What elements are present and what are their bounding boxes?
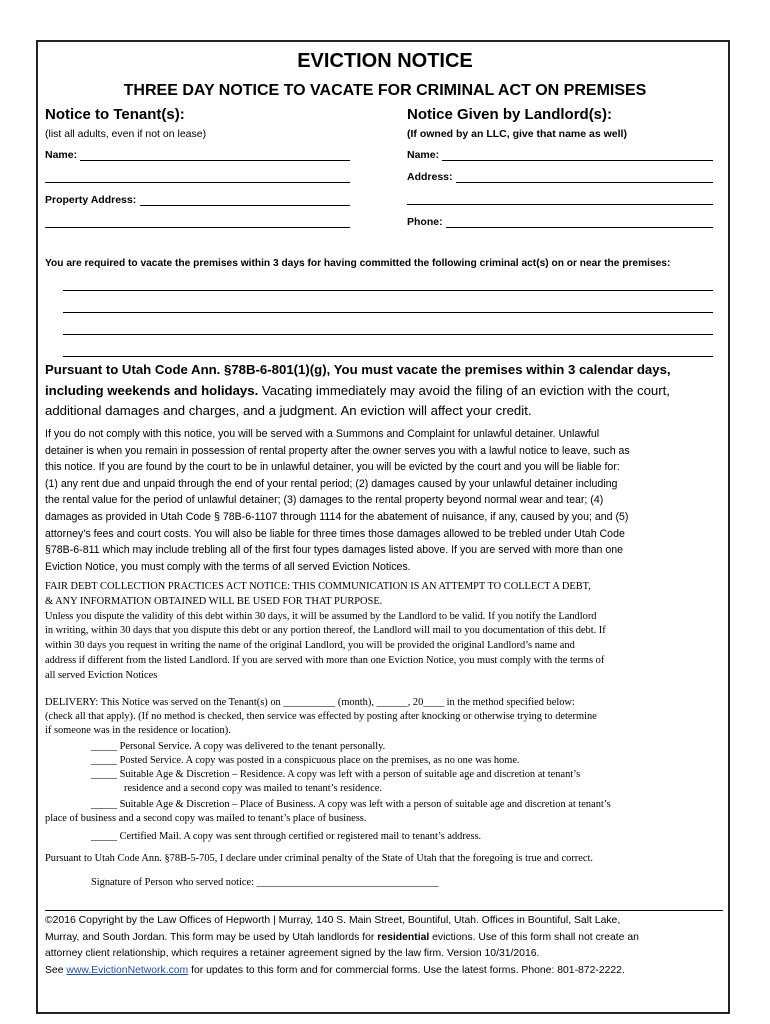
footer-residential: residential [377,931,430,943]
footer-line-3: attorney client relationship, which requires a retainer agreement signed by the law firm. Version 10/31/2016. [45,948,540,960]
landlord-note: (If owned by an LLC, give that name as well) [407,128,627,140]
property-address-label: Property Address: [45,194,137,206]
property-address-field[interactable] [140,205,350,206]
page-title: EVICTION NOTICE [297,50,473,72]
eviction-network-link[interactable]: www.EvictionNetwork.com [66,964,189,976]
comply-line: damages as provided in Utah Code § 78B-6-1107 through 1114 for the abatement of nuisance, if any, caused by you; and (5) [45,510,629,523]
declaration-text: Pursuant to Utah Code Ann. §78B-5-705, I declare under criminal penalty of the State of Utah that the foregoing is true and correct. [45,853,593,864]
landlord-name-label: Name: [407,149,440,161]
fdcpa-line: Unless you dispute the validity of this debt within 30 days, it will be assumed by the Landlord to be valid. If you notify the Landlord [45,610,597,622]
method-personal-service[interactable]: _____ Personal Service. A copy was delivered to the tenant personally. [91,741,386,752]
comply-line: attorney’s fees and court costs. You will also be liable for three times those damages allowed to be trebled under Utah Code [45,527,625,540]
landlord-name-field[interactable] [442,160,713,161]
property-address-field-2[interactable] [45,227,350,228]
landlord-address-field[interactable] [456,182,713,183]
page-subtitle: THREE DAY NOTICE TO VACATE FOR CRIMINAL ACT ON PREMISES [123,82,647,99]
comply-line: If you do not comply with this notice, you will be served with a Summons and Complaint for unlawful detainer. Unlawful [45,428,600,440]
comply-paragraph [45,426,723,575]
comply-line: Eviction Notice, you must comply with the terms of all served Eviction Notices. [45,560,411,573]
pursuant-line-2-rest: Vacating immediately may avoid the filing of an eviction with the court, [258,382,670,398]
pursuant-line-2-bold: including weekends and holidays. [45,382,259,398]
landlord-phone-field[interactable] [446,227,713,228]
footer-line-4-b: for updates to this form and for commercial forms. Use the latest forms. Phone: 801-872-2222. [188,964,625,976]
footer-line-2-c: evictions. Use of this form shall not create an [429,931,639,943]
method-suitable-age-business[interactable]: _____ Suitable Age & Discretion – Place of Business. A copy was left with a person of suitable age and discretion at tenant’s [91,799,611,810]
landlord-address-field-2[interactable] [407,204,713,205]
footer-line-4 [45,963,723,980]
criminal-act-line-2[interactable] [63,312,713,313]
landlord-address-label: Address: [407,171,453,183]
delivery-line: if someone was in the residence or location). [45,725,231,737]
comply-line: (1) any rent due and unpaid through the end of your rental period; (2) damages caused by your unlawful detainer including [45,477,618,490]
criminal-act-line-1[interactable] [63,290,713,291]
fdcpa-paragraph [45,580,725,684]
fdcpa-line: in writing, within 30 days that you dispute this debt or any portion thereof, the Landlord will mail to you documentation of this debt. If [45,625,606,637]
comply-line: §78B-6-811 which may include trebling all of the first four types damages listed above. If you are served with more than one [45,544,624,557]
delivery-paragraph [45,696,725,739]
copyright-footer [45,910,723,979]
tenant-name-field-2[interactable] [45,182,350,183]
fdcpa-line: FAIR DEBT COLLECTION PRACTICES ACT NOTICE: THIS COMMUNICATION IS AN ATTEMPT TO COLLECT A DEBT, [45,581,591,592]
method-posted-service[interactable]: _____ Posted Service. A copy was posted in a conspicuous place on the premises, as no one was home. [91,755,520,766]
fdcpa-line: & ANY INFORMATION OBTAINED WILL BE USED FOR THAT PURPOSE. [45,595,383,607]
delivery-line: DELIVERY: This Notice was served on the Tenant(s) on __________ (month), ______, 20____ in the method specified below: [45,697,575,708]
method-certified-mail[interactable]: _____ Certified Mail. A copy was sent through certified or registered mail to tenant’s address. [91,831,482,842]
criminal-act-line-4[interactable] [63,356,713,357]
landlord-phone-label: Phone: [407,216,443,228]
footer-line-1: ©2016 Copyright by the Law Offices of Hepworth | Murray, 140 S. Main Street, Bountiful, Utah. Offices in Bountiful, Salt Lake, [45,915,621,926]
landlord-heading: Notice Given by Landlord(s): [407,106,613,123]
fdcpa-line: address if different from the listed Landlord. If you are served with more than one Eviction Notice, you must comply with the terms of [45,654,605,666]
comply-line: this notice. If you are found by the court to be in unlawful detainer, you will be evicted by the court and you will be liable for: [45,461,620,474]
pursuant-line-1: Pursuant to Utah Code Ann. §78B-6-801(1)(g), You must vacate the premises within 3 calendar days, [45,362,671,377]
tenant-heading: Notice to Tenant(s): [45,106,185,123]
comply-line: detainer is when you remain in possession of rental property after the owner serves you with a lawful notice to leave, such as [45,444,630,457]
comply-line: the rental value for the period of unlawful detainer; (3) damages to the rental property beyond normal wear and tear; (4) [45,494,604,507]
method-suitable-age-residence-cont: residence and a second copy was mailed to tenant’s residence. [124,783,382,794]
tenant-name-field[interactable] [80,160,350,161]
delivery-line: (check all that apply). (If no method is checked, then service was effected by posting after knocking or otherwise trying to determine [45,711,597,723]
required-to-vacate-text: You are required to vacate the premises within 3 days for having committed the following criminal act(s) on or near the premises: [45,258,671,269]
tenant-name-label: Name: [45,149,78,161]
fdcpa-line: all served Eviction Notices [45,669,158,681]
fdcpa-line: within 30 days you request in writing the name of the original Landlord, you will be provided the original Landlord’s name and [45,640,575,652]
pursuant-block [45,360,671,422]
pursuant-line-3: additional damages and charges, and a judgment. An eviction will affect your credit. [45,403,532,418]
method-suitable-age-residence[interactable]: _____ Suitable Age & Discretion – Residence. A copy was left with a person of suitable age and discretion at tenant’s [91,769,581,780]
footer-line-2-a: Murray, and South Jordan. This form may be used by Utah landlords for [45,931,378,943]
footer-line-2 [45,930,723,947]
method-suitable-age-business-cont: place of business and a second copy was mailed to tenant’s place of business. [45,813,367,824]
tenant-note: (list all adults, even if not on lease) [45,128,207,140]
criminal-act-line-3[interactable] [63,334,713,335]
signature-line[interactable]: Signature of Person who served notice: ___________________________________ [91,877,439,888]
pursuant-line-2 [45,381,671,402]
footer-see: See [45,964,67,976]
